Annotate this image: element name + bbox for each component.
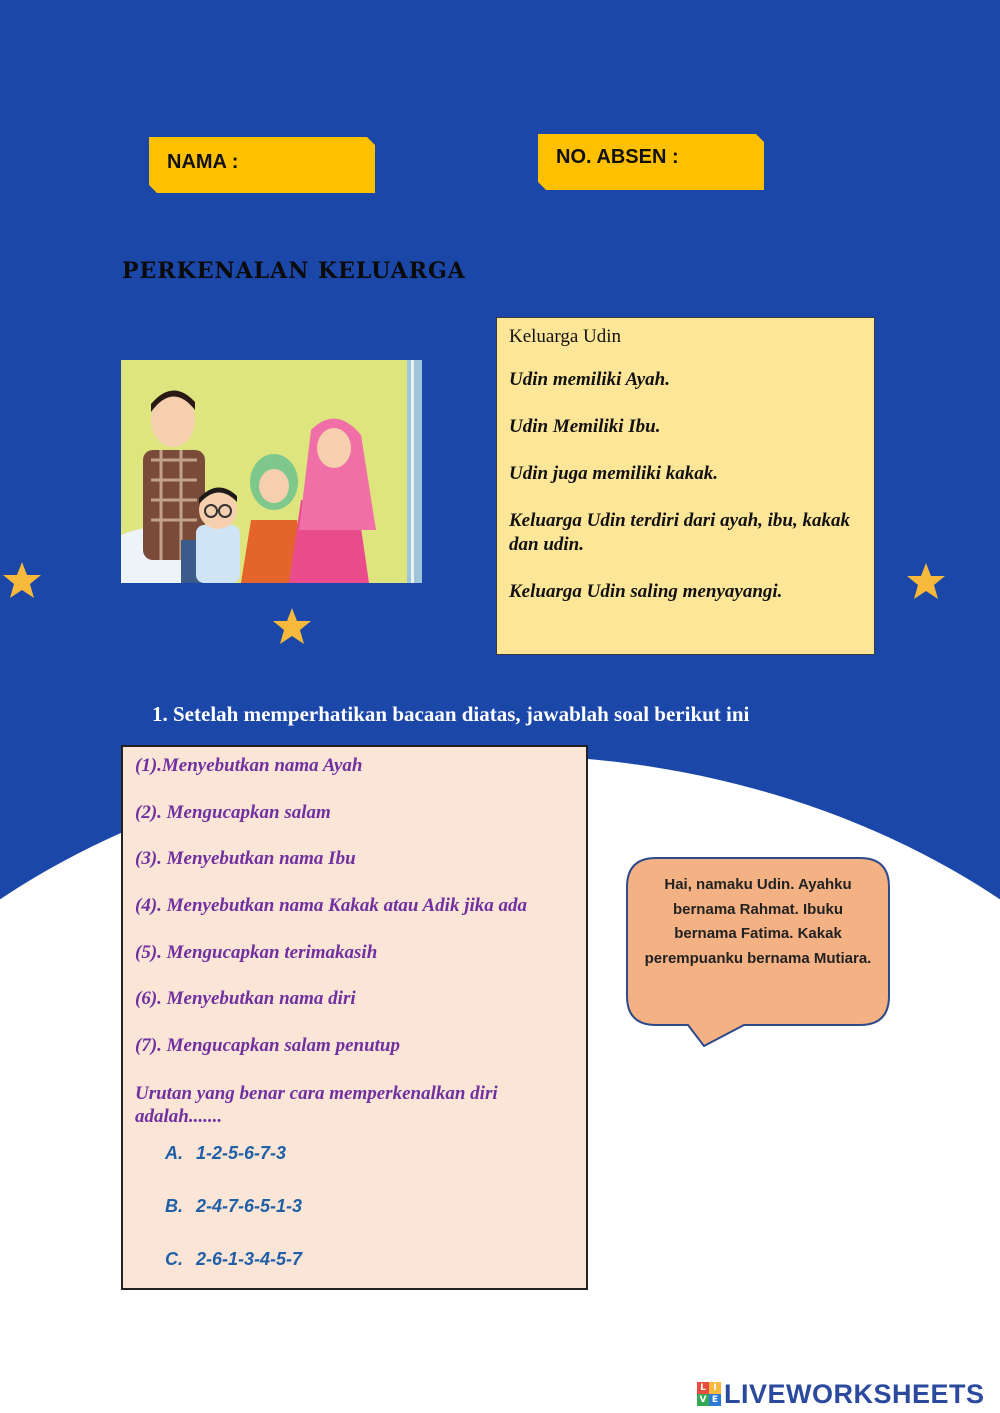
story-line: Keluarga Udin terdiri dari ayah, ibu, kakak dan udin. — [509, 510, 850, 555]
answer-option-c[interactable] — [165, 1248, 574, 1301]
name-label: NAMA : — [167, 151, 239, 173]
star-icon — [906, 561, 946, 601]
step-item: (4). Menyebutkan nama Kakak atau Adik jika ada — [135, 895, 527, 917]
question-box — [121, 745, 588, 1290]
speech-bubble-text: Hai, namaku Udin. Ayahku bernama Rahmat. Ibuku bernama Fatima. Kakak perempuanku bernama Mutiara. — [644, 876, 872, 967]
question-heading: 1. Setelah memperhatikan bacaan diatas, jawablah soal berikut ini — [152, 702, 750, 726]
speech-bubble — [626, 857, 890, 1047]
story-line: Keluarga Udin saling menyayangi. — [509, 581, 783, 602]
step-item: (3). Menyebutkan nama Ibu — [135, 848, 356, 870]
option-value: 2-6-1-3-4-5-7 — [196, 1248, 303, 1269]
logo-mark-icon: L I V E — [697, 1382, 721, 1406]
option-value: 2-4-7-6-5-1-3 — [196, 1195, 303, 1216]
page-title: PERKENALAN KELUARGA — [122, 258, 466, 284]
answer-option-b[interactable] — [165, 1195, 574, 1248]
story-line: Udin memiliki Ayah. — [509, 369, 670, 390]
option-letter: C. — [165, 1248, 183, 1269]
star-icon — [2, 560, 42, 600]
absen-field-tag[interactable] — [538, 134, 764, 190]
option-letter: B. — [165, 1195, 183, 1216]
step-item: (2). Mengucapkan salam — [135, 801, 331, 823]
story-line: Udin Memiliki Ibu. — [509, 416, 661, 437]
logo-text: LIVEWORKSHEETS — [724, 1378, 985, 1409]
name-field-tag[interactable] — [149, 137, 375, 193]
absen-label: NO. ABSEN : — [556, 146, 679, 168]
step-item: (5). Mengucapkan terimakasih — [135, 941, 378, 963]
star-icon — [272, 606, 312, 646]
option-letter: A. — [165, 1142, 183, 1163]
story-box — [496, 317, 875, 655]
liveworksheets-logo — [697, 1377, 985, 1411]
answer-option-a[interactable] — [165, 1142, 574, 1195]
story-heading: Keluarga Udin — [509, 326, 622, 347]
family-illustration — [121, 360, 422, 583]
question-prompt: Urutan yang benar cara memperkenalkan diri adalah....... — [135, 1082, 498, 1127]
step-item: (6). Menyebutkan nama diri — [135, 988, 356, 1010]
step-item: (7). Mengucapkan salam penutup — [135, 1035, 400, 1057]
step-item: (1).Menyebutkan nama Ayah — [135, 755, 363, 776]
story-line: Udin juga memiliki kakak. — [509, 463, 719, 484]
option-value: 1-2-5-6-7-3 — [196, 1142, 287, 1163]
answer-options — [135, 1142, 574, 1301]
